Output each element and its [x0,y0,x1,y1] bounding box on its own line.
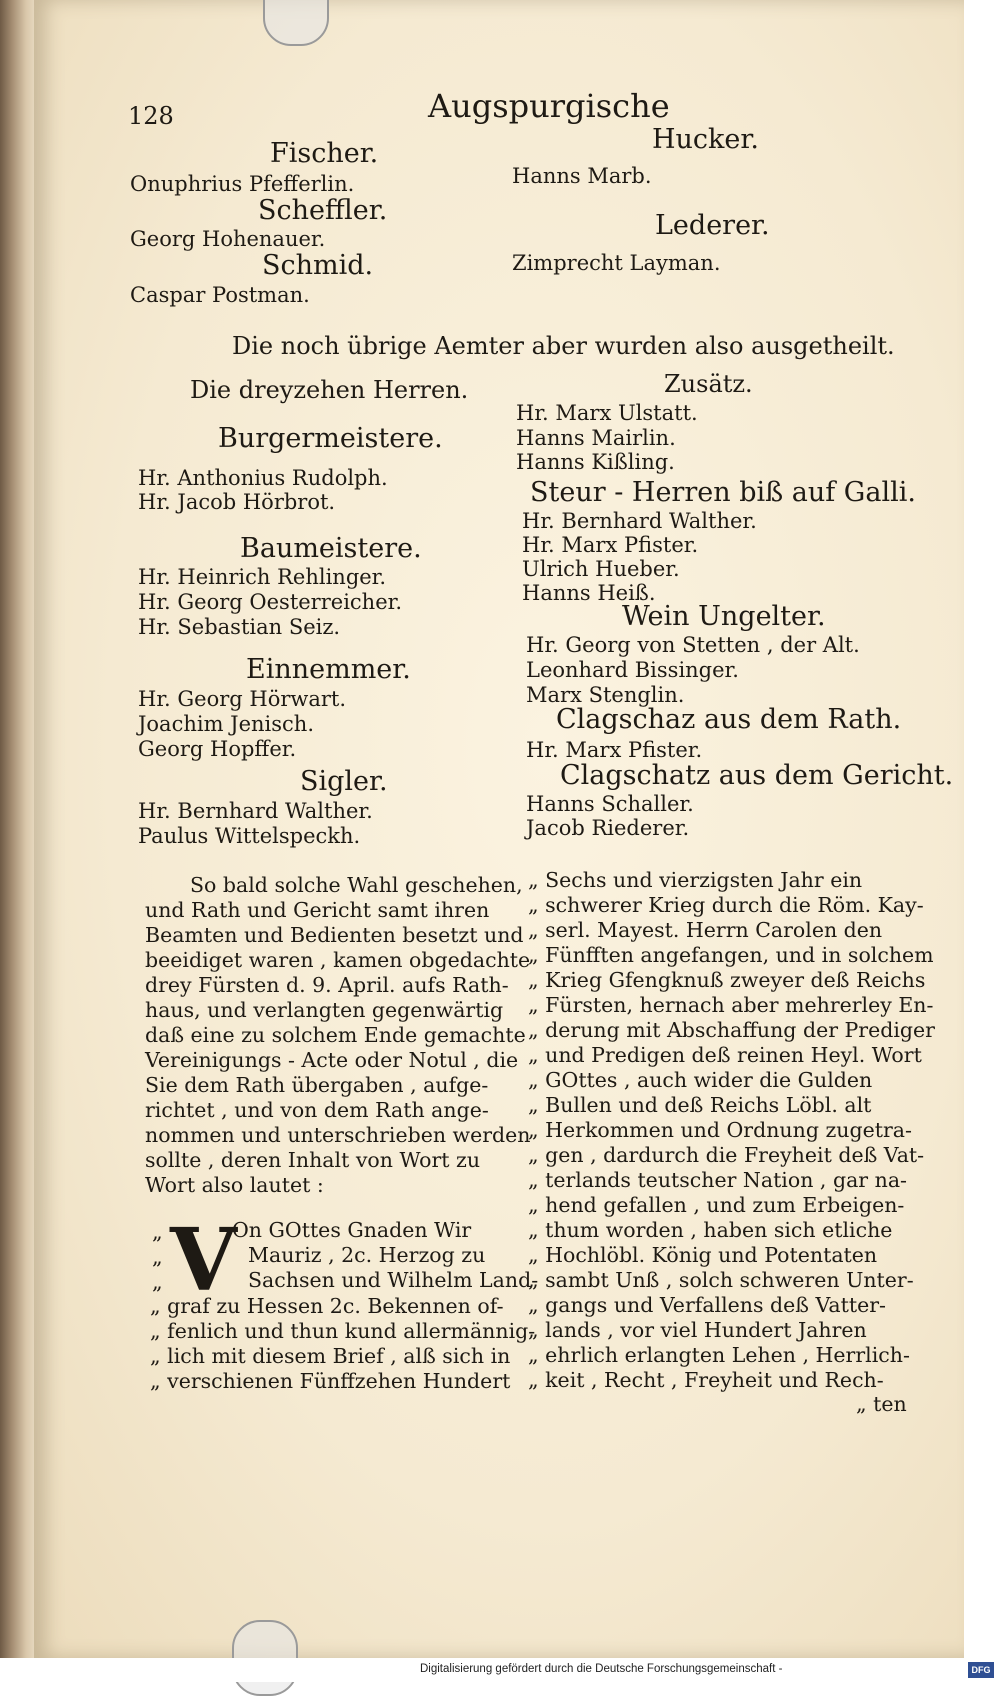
footer-credit: Digitalisierung gefördert durch die Deutsche Forschungsgemeinschaft - [420,1663,783,1675]
office-member: Paulus Wittelspeckh. [138,824,361,848]
office-member: Hr. Georg von Stetten , der Alt. [526,633,860,657]
quote-mark: „ [152,1220,163,1244]
guild-title: Lederer. [655,210,770,241]
paragraph-line: So bald solche Wahl geschehen, [190,873,523,897]
paragraph-line: „ ehrlich erlangten Lehen , Herrlich- [528,1343,910,1367]
office-member: Leonhard Bissinger. [526,658,739,682]
paragraph-line: „ Krieg Gfengknuß zweyer deß Reichs [528,968,926,992]
page-number: 128 [128,102,174,130]
office-member: Hr. Marx Ulstatt. [516,401,698,425]
office-member: Hanns Schaller. [526,792,694,816]
guild-title: Scheffler. [258,195,388,226]
paragraph-line: „ derung mit Abschaffung der Prediger [528,1018,935,1042]
office-title: Sigler. [300,766,388,797]
paragraph-line: Sie dem Rath übergaben , aufge- [145,1073,489,1097]
paragraph-line: daß eine zu solchem Ende gemachte [145,1023,526,1047]
office-title: Wein Ungelter. [622,601,826,632]
decree-line: On GOttes Gnaden Wir [232,1218,472,1242]
office-title: Clagschatz aus dem Gericht. [560,760,954,791]
paragraph-line: „ schwerer Krieg durch die Röm. Kay- [528,893,924,917]
paragraph-line: „ gangs und Verfallens deß Vatter- [528,1293,886,1317]
paragraph-line: Vereinigungs - Acte oder Notul , die [145,1048,519,1072]
office-member: Marx Stenglin. [526,683,685,707]
paragraph-line: „ und Predigen deß reinen Heyl. Wort [528,1043,922,1067]
guild-member: Caspar Postman. [130,283,310,307]
office-member: Hr. Jacob Hörbrot. [138,490,336,514]
office-member: Hr. Georg Hörwart. [138,687,347,711]
office-title: Zusätz. [664,370,753,398]
paragraph-line: Wort also lautet : [145,1173,324,1197]
paragraph-line: „ terlands teutscher Nation , gar na- [528,1168,907,1192]
office-member: Joachim Jenisch. [138,712,314,736]
page-clip-top [263,0,329,46]
guild-title: Fischer. [270,138,379,169]
guild-member: Onuphrius Pfefferlin. [130,172,355,196]
office-member: Hr. Marx Pfister. [526,738,703,762]
distribution-intro: Die noch übrige Aemter aber wurden also ausgetheilt. [232,332,895,360]
office-member: Hanns Mairlin. [516,426,676,450]
decree-line: „ lich mit diesem Brief , alß sich in [150,1344,511,1368]
decree-line: „ graf zu Hessen 2c. Bekennen of- [150,1294,504,1318]
paragraph-line: „ sambt Unß , solch schweren Unter- [528,1268,914,1292]
office-member: Ulrich Hueber. [522,557,680,581]
office-member: Hr. Heinrich Rehlinger. [138,565,387,589]
paragraph-line: „ gen , dardurch die Freyheit deß Vat- [528,1143,925,1167]
paragraph-line: sollte , deren Inhalt von Wort zu [145,1148,481,1172]
dreyzehen-heading: Die dreyzehen Herren. [190,376,469,404]
office-member: Hr. Sebastian Seiz. [138,615,341,639]
office-title: Burgermeistere. [218,423,443,454]
office-member: Hr. Anthonius Rudolph. [138,466,388,490]
office-title: Steur - Herren biß auf Galli. [530,477,916,508]
office-title: Einnemmer. [246,654,411,685]
paragraph-line: „ Fünfften angefangen, und in solchem [528,943,934,967]
paragraph-line: beeidiget waren , kamen obgedachte [145,948,531,972]
office-member: Jacob Riederer. [526,816,690,840]
decree-line: „ fenlich und thun kund allermännig- [150,1319,536,1343]
decree-line: Sachsen und Wilhelm Land- [248,1268,539,1292]
office-member: Hr. Bernhard Walther. [138,799,373,823]
paragraph-line: „ hend gefallen , und zum Erbeigen- [528,1193,905,1217]
paragraph-line: „ Herkommen und Ordnung zugetra- [528,1118,912,1142]
paragraph-line: „ GOttes , auch wider die Gulden [528,1068,873,1092]
office-member: Hanns Heiß. [522,581,656,605]
decree-line: Mauriz , 2c. Herzog zu [248,1243,486,1267]
running-title: Augspurgische [428,87,670,125]
paragraph-line: drey Fürsten d. 9. April. aufs Rath- [145,973,509,997]
guild-title: Schmid. [262,250,374,281]
paragraph-line: „ lands , vor viel Hundert Jahren [528,1318,867,1342]
paragraph-line: Beamten und Bedienten besetzt und [145,923,524,947]
digitization-footer [0,1658,1000,1682]
catchword: „ ten [856,1392,907,1416]
paragraph-line: nommen und unterschrieben werden [145,1123,531,1147]
office-member: Hanns Kißling. [516,450,675,474]
office-member: Hr. Bernhard Walther. [522,509,757,533]
office-member: Georg Hopffer. [138,737,297,761]
guild-title: Hucker. [652,124,759,155]
quote-mark: „ [152,1245,163,1269]
paragraph-line: und Rath und Gericht samt ihren [145,898,490,922]
office-title: Baumeistere. [240,533,422,564]
paragraph-line: haus, und verlangten gegenwärtig [145,998,504,1022]
office-title: Clagschaz aus dem Rath. [556,704,902,735]
decorated-initial: V [170,1210,237,1311]
paragraph-line: „ Bullen und deß Reichs Löbl. alt [528,1093,872,1117]
office-member: Hr. Marx Pfister. [522,533,699,557]
paragraph-line: „ Fürsten, hernach aber mehrerley En- [528,993,934,1017]
guild-member: Hanns Marb. [512,164,652,188]
paragraph-line: „ Hochlöbl. König und Potentaten [528,1243,878,1267]
quote-mark: „ [152,1270,163,1294]
guild-member: Zimprecht Layman. [512,251,721,275]
paragraph-line: „ thum worden , haben sich etliche [528,1218,893,1242]
paragraph-line: „ keit , Recht , Freyheit und Rech- [528,1368,884,1392]
guild-member: Georg Hohenauer. [130,227,326,251]
paragraph-line: richtet , und von dem Rath ange- [145,1098,489,1122]
paragraph-line: „ serl. Mayest. Herrn Carolen den [528,918,883,942]
office-member: Hr. Georg Oesterreicher. [138,590,403,614]
dfg-logo: DFG [968,1662,994,1678]
paragraph-line: „ Sechs und vierzigsten Jahr ein [528,868,863,892]
decree-line: „ verschienen Fünffzehen Hundert [150,1369,511,1393]
